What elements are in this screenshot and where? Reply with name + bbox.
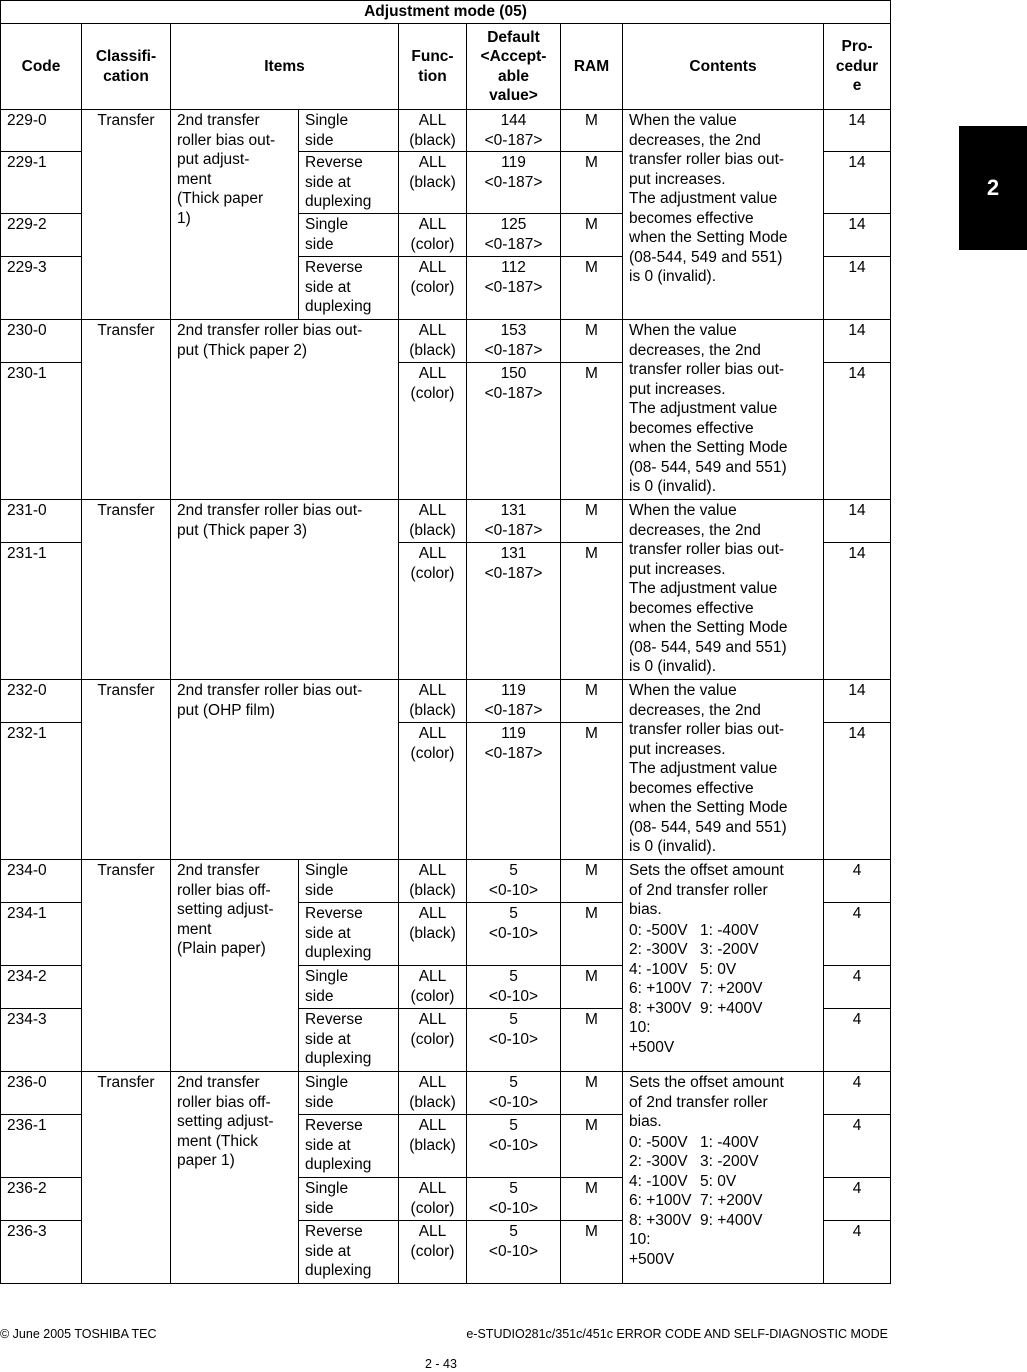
code-cell: 234-3 bbox=[1, 1009, 82, 1072]
default-cell: 5 <0-10> bbox=[467, 966, 561, 1009]
ram-cell: M bbox=[561, 152, 623, 214]
function-cell: ALL (color) bbox=[399, 1009, 467, 1072]
contents-intro: Sets the offset amount of 2nd transfer roller bias. bbox=[629, 1074, 784, 1130]
table-row bbox=[1, 1072, 891, 1115]
code-cell: 236-0 bbox=[1, 1072, 82, 1115]
default-cell: 5 <0-10> bbox=[467, 860, 561, 903]
function-cell: ALL (color) bbox=[399, 214, 467, 257]
offset-value: 8: +300V bbox=[629, 1211, 692, 1229]
function-cell: ALL (color) bbox=[399, 543, 467, 680]
default-cell: 119 <0-187> bbox=[467, 723, 561, 860]
ram-cell: M bbox=[561, 320, 623, 363]
contents-cell: When the value decreases, the 2nd transfer roller bias out- put increases. The adjustment value becomes effective when the Setting Mode (08-544, 549 and 551) is 0 (invalid). bbox=[623, 110, 824, 320]
table-row bbox=[1, 110, 891, 152]
offset-value: 1: -400V bbox=[700, 921, 759, 939]
function-cell: ALL (color) bbox=[399, 966, 467, 1009]
default-cell: 119 <0-187> bbox=[467, 680, 561, 723]
sub-item-cell: Reverse side at duplexing bbox=[299, 152, 399, 214]
offset-list bbox=[629, 1133, 819, 1270]
classification-cell: Transfer bbox=[82, 110, 171, 320]
header-items: Items bbox=[171, 24, 399, 110]
table-row bbox=[1, 320, 891, 363]
default-cell: 119 <0-187> bbox=[467, 152, 561, 214]
classification-cell: Transfer bbox=[82, 680, 171, 860]
offset-value: 7: +200V bbox=[700, 1192, 763, 1209]
ram-cell: M bbox=[561, 500, 623, 543]
contents-cell bbox=[623, 1072, 824, 1284]
ram-cell: M bbox=[561, 1072, 623, 1115]
offset-value: 10: +500V bbox=[629, 1231, 675, 1268]
procedure-cell: 4 bbox=[824, 903, 891, 966]
code-cell: 231-0 bbox=[1, 500, 82, 543]
offset-value: 6: +100V bbox=[629, 1192, 692, 1209]
contents-cell: When the value decreases, the 2nd transfer roller bias out- put increases. The adjustment value becomes effective when the Setting Mode (08- 544, 549 and 551) is 0 (invalid). bbox=[623, 500, 824, 680]
procedure-cell: 4 bbox=[824, 860, 891, 903]
procedure-cell: 14 bbox=[824, 214, 891, 257]
function-cell: ALL (color) bbox=[399, 723, 467, 860]
procedure-cell: 14 bbox=[824, 152, 891, 214]
function-cell: ALL (black) bbox=[399, 110, 467, 152]
table-title: Adjustment mode (05) bbox=[1, 1, 891, 24]
ram-cell: M bbox=[561, 1221, 623, 1284]
code-cell: 229-2 bbox=[1, 214, 82, 257]
default-cell: 125 <0-187> bbox=[467, 214, 561, 257]
procedure-cell: 14 bbox=[824, 110, 891, 152]
procedure-cell: 14 bbox=[824, 723, 891, 860]
offset-value: 2: -300V bbox=[629, 1153, 688, 1170]
procedure-cell: 14 bbox=[824, 320, 891, 363]
default-cell: 5 <0-10> bbox=[467, 1115, 561, 1178]
function-cell: ALL (black) bbox=[399, 1115, 467, 1178]
sub-item-cell: Single side bbox=[299, 860, 399, 903]
classification-cell: Transfer bbox=[82, 500, 171, 680]
default-cell: 5 <0-10> bbox=[467, 1178, 561, 1221]
offset-value: 7: +200V bbox=[700, 980, 763, 997]
code-cell: 236-2 bbox=[1, 1178, 82, 1221]
code-cell: 234-2 bbox=[1, 966, 82, 1009]
procedure-cell: 14 bbox=[824, 500, 891, 543]
sub-item-cell: Single side bbox=[299, 1072, 399, 1115]
code-cell: 236-3 bbox=[1, 1221, 82, 1284]
header-function: Func- tion bbox=[399, 24, 467, 110]
code-cell: 230-1 bbox=[1, 363, 82, 500]
code-cell: 234-1 bbox=[1, 903, 82, 966]
ram-cell: M bbox=[561, 543, 623, 680]
offset-value: 4: -100V bbox=[629, 960, 688, 978]
offset-list bbox=[629, 921, 819, 1058]
procedure-cell: 14 bbox=[824, 363, 891, 500]
ram-cell: M bbox=[561, 1178, 623, 1221]
sub-item-cell: Reverse side at duplexing bbox=[299, 1115, 399, 1178]
procedure-cell: 4 bbox=[824, 1178, 891, 1221]
default-cell: 131 <0-187> bbox=[467, 500, 561, 543]
function-cell: ALL (black) bbox=[399, 1072, 467, 1115]
function-cell: ALL (black) bbox=[399, 903, 467, 966]
code-cell: 229-3 bbox=[1, 257, 82, 320]
item-cell: 2nd transfer roller bias out- put adjust- ment (Thick paper 1) bbox=[171, 110, 299, 320]
header-contents: Contents bbox=[623, 24, 824, 110]
item-cell: 2nd transfer roller bias out- put (Thick paper 3) bbox=[171, 500, 399, 680]
item-cell: 2nd transfer roller bias out- put (OHP film) bbox=[171, 680, 399, 860]
ram-cell: M bbox=[561, 257, 623, 320]
ram-cell: M bbox=[561, 110, 623, 152]
classification-cell: Transfer bbox=[82, 860, 171, 1072]
header-procedure: Pro- cedur e bbox=[824, 24, 891, 110]
contents-intro: Sets the offset amount of 2nd transfer roller bias. bbox=[629, 862, 784, 918]
sub-item-cell: Single side bbox=[299, 966, 399, 1009]
offset-value: 0: -500V bbox=[629, 921, 688, 939]
offset-value: 1: -400V bbox=[700, 1133, 759, 1151]
chapter-tab: 2 bbox=[959, 126, 1027, 250]
code-cell: 234-0 bbox=[1, 860, 82, 903]
function-cell: ALL (black) bbox=[399, 860, 467, 903]
function-cell: ALL (color) bbox=[399, 363, 467, 500]
sub-item-cell: Single side bbox=[299, 1178, 399, 1221]
offset-value: 9: +400V bbox=[700, 1211, 763, 1229]
sub-item-cell: Single side bbox=[299, 214, 399, 257]
code-cell: 231-1 bbox=[1, 543, 82, 680]
function-cell: ALL (black) bbox=[399, 152, 467, 214]
procedure-cell: 14 bbox=[824, 257, 891, 320]
table-row bbox=[1, 500, 891, 543]
offset-value: 6: +100V bbox=[629, 980, 692, 997]
default-cell: 144 <0-187> bbox=[467, 110, 561, 152]
code-cell: 230-0 bbox=[1, 320, 82, 363]
default-cell: 5 <0-10> bbox=[467, 1221, 561, 1284]
code-cell: 232-0 bbox=[1, 680, 82, 723]
procedure-cell: 4 bbox=[824, 1009, 891, 1072]
function-cell: ALL (black) bbox=[399, 500, 467, 543]
code-cell: 232-1 bbox=[1, 723, 82, 860]
offset-value: 2: -300V bbox=[629, 941, 688, 958]
contents-cell: When the value decreases, the 2nd transfer roller bias out- put increases. The adjustment value becomes effective when the Setting Mode (08- 544, 549 and 551) is 0 (invalid). bbox=[623, 320, 824, 500]
sub-item-cell: Reverse side at duplexing bbox=[299, 1221, 399, 1284]
offset-value: 9: +400V bbox=[700, 999, 763, 1017]
function-cell: ALL (black) bbox=[399, 320, 467, 363]
contents-cell: When the value decreases, the 2nd transfer roller bias out- put increases. The adjustment value becomes effective when the Setting Mode (08- 544, 549 and 551) is 0 (invalid). bbox=[623, 680, 824, 860]
default-cell: 5 <0-10> bbox=[467, 903, 561, 966]
code-cell: 229-0 bbox=[1, 110, 82, 152]
classification-cell: Transfer bbox=[82, 320, 171, 500]
sub-item-cell: Single side bbox=[299, 110, 399, 152]
offset-value: 3: -200V bbox=[700, 1153, 759, 1170]
page-number: 2 - 43 bbox=[425, 1357, 457, 1371]
footer-copyright: © June 2005 TOSHIBA TEC bbox=[0, 1327, 157, 1341]
default-cell: 153 <0-187> bbox=[467, 320, 561, 363]
ram-cell: M bbox=[561, 680, 623, 723]
function-cell: ALL (color) bbox=[399, 1221, 467, 1284]
sub-item-cell: Reverse side at duplexing bbox=[299, 1009, 399, 1072]
table-row bbox=[1, 860, 891, 903]
item-cell: 2nd transfer roller bias off- setting adjust- ment (Thick paper 1) bbox=[171, 1072, 299, 1284]
procedure-cell: 4 bbox=[824, 1072, 891, 1115]
ram-cell: M bbox=[561, 214, 623, 257]
procedure-cell: 4 bbox=[824, 1221, 891, 1284]
function-cell: ALL (color) bbox=[399, 1178, 467, 1221]
procedure-cell: 4 bbox=[824, 966, 891, 1009]
contents-cell bbox=[623, 860, 824, 1072]
header-default: Default <Accept- able value> bbox=[467, 24, 561, 110]
item-cell: 2nd transfer roller bias out- put (Thick paper 2) bbox=[171, 320, 399, 500]
procedure-cell: 14 bbox=[824, 680, 891, 723]
sub-item-cell: Reverse side at duplexing bbox=[299, 903, 399, 966]
table-row bbox=[1, 680, 891, 723]
ram-cell: M bbox=[561, 903, 623, 966]
header-ram: RAM bbox=[561, 24, 623, 110]
code-cell: 236-1 bbox=[1, 1115, 82, 1178]
ram-cell: M bbox=[561, 1115, 623, 1178]
sub-item-cell: Reverse side at duplexing bbox=[299, 257, 399, 320]
offset-value: 10: +500V bbox=[629, 1019, 675, 1056]
function-cell: ALL (color) bbox=[399, 257, 467, 320]
procedure-cell: 4 bbox=[824, 1115, 891, 1178]
header-code: Code bbox=[1, 24, 82, 110]
offset-value: 5: 0V bbox=[700, 1172, 737, 1190]
offset-value: 3: -200V bbox=[700, 941, 759, 958]
default-cell: 131 <0-187> bbox=[467, 543, 561, 680]
procedure-cell: 14 bbox=[824, 543, 891, 680]
ram-cell: M bbox=[561, 860, 623, 903]
function-cell: ALL (black) bbox=[399, 680, 467, 723]
ram-cell: M bbox=[561, 363, 623, 500]
offset-value: 0: -500V bbox=[629, 1133, 688, 1151]
item-cell: 2nd transfer roller bias off- setting adjust- ment (Plain paper) bbox=[171, 860, 299, 1072]
default-cell: 112 <0-187> bbox=[467, 257, 561, 320]
default-cell: 5 <0-10> bbox=[467, 1072, 561, 1115]
offset-value: 8: +300V bbox=[629, 999, 692, 1017]
default-cell: 150 <0-187> bbox=[467, 363, 561, 500]
code-cell: 229-1 bbox=[1, 152, 82, 214]
ram-cell: M bbox=[561, 1009, 623, 1072]
default-cell: 5 <0-10> bbox=[467, 1009, 561, 1072]
offset-value: 4: -100V bbox=[629, 1172, 688, 1190]
ram-cell: M bbox=[561, 723, 623, 860]
ram-cell: M bbox=[561, 966, 623, 1009]
header-classification: Classifi- cation bbox=[82, 24, 171, 110]
footer-document-title: e-STUDIO281c/351c/451c ERROR CODE AND SELF-DIAGNOSTIC MODE bbox=[466, 1327, 888, 1341]
classification-cell: Transfer bbox=[82, 1072, 171, 1284]
offset-value: 5: 0V bbox=[700, 960, 737, 978]
